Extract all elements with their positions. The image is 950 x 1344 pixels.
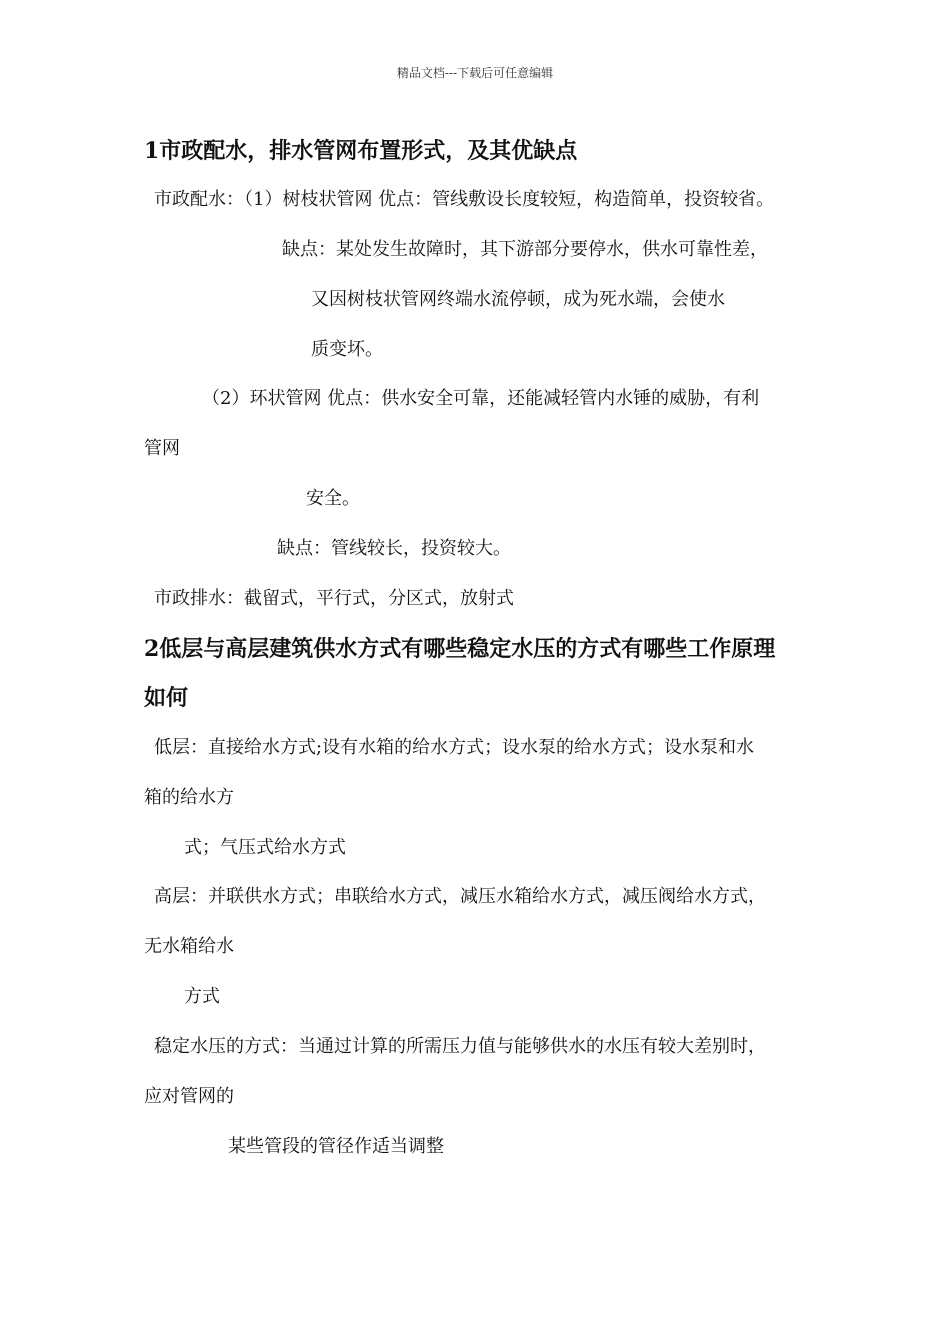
text-line: 质变坏。 [311, 339, 383, 360]
text-line: 无水箱给水 [144, 936, 234, 957]
text-line: 缺点：某处发生故障时，其下游部分要停水，供水可靠性差， [282, 239, 768, 260]
text-line: 市政配水：（1）树枝状管网 优点：管线敷设长度较短，构造简单，投资较省。 [154, 189, 775, 210]
text-line: 市政排水：截留式，平行式，分区式，放射式 [154, 588, 514, 609]
text-line: 式；气压式给水方式 [184, 837, 346, 858]
text-line: 缺点：管线较长，投资较大。 [277, 538, 511, 559]
text-line: 某些管段的管径作适当调整 [228, 1136, 444, 1157]
text-line: 应对管网的 [144, 1086, 234, 1107]
text-line: 又因树枝状管网终端水流停顿，成为死水端，会使水 [311, 289, 725, 310]
text-line: （2）环状管网 优点：供水安全可靠，还能减轻管内水锤的威胁，有利 [202, 388, 760, 409]
text-line: 安全。 [306, 488, 360, 509]
text-line: 高层：并联供水方式；串联给水方式，减压水箱给水方式，减压阀给水方式， [154, 886, 766, 907]
text-line: 低层：直接给水方式;设有水箱的给水方式；设水泵的给水方式；设水泵和水 [154, 737, 755, 758]
text-line: 管网 [144, 438, 180, 459]
text-line: 方式 [184, 986, 220, 1007]
section1-heading: 1市政配水，排水管网布置形式，及其优缺点 [144, 138, 578, 164]
page-header: 精品文档---下载后可任意编辑 [396, 66, 554, 80]
section2-heading-continued: 如何 [144, 685, 189, 711]
section2-heading: 2低层与高层建筑供水方式有哪些稳定水压的方式有哪些工作原理 [144, 636, 776, 662]
text-line: 稳定水压的方式：当通过计算的所需压力值与能够供水的水压有较大差别时， [154, 1036, 766, 1057]
text-line: 箱的给水方 [144, 787, 234, 808]
